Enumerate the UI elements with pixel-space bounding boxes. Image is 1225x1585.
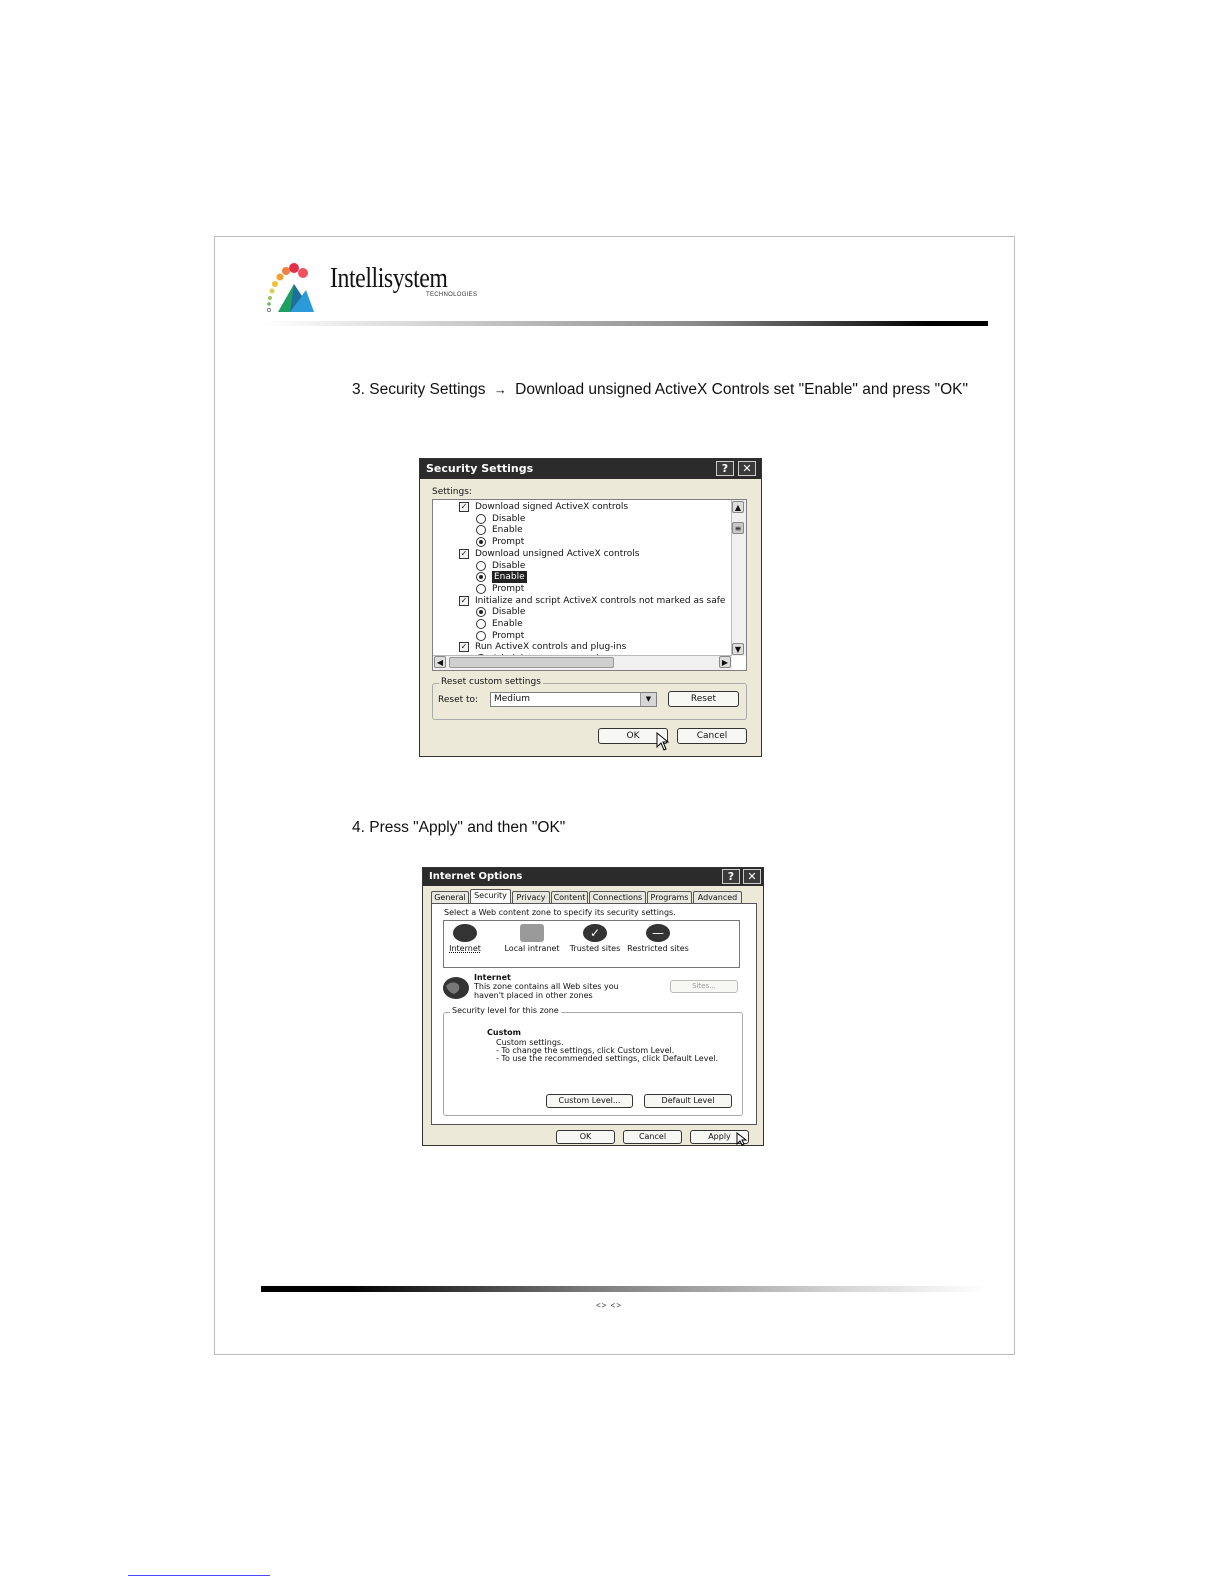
setting-option-label: Prompt: [492, 583, 525, 594]
security-settings-dialog: [419, 458, 762, 757]
setting-group-label: Download unsigned ActiveX controls: [475, 548, 640, 559]
setting-group[interactable]: [433, 595, 733, 607]
setting-group[interactable]: [433, 501, 733, 513]
reset-button[interactable]: Reset: [668, 691, 739, 707]
dialog-title: Security Settings: [426, 462, 534, 475]
zone-internet[interactable]: [433, 922, 497, 966]
setting-option[interactable]: [433, 630, 733, 642]
zone-title: Internet: [474, 973, 511, 982]
scroll-left-icon[interactable]: ◀: [434, 656, 446, 668]
reset-level-select[interactable]: [490, 692, 657, 707]
zone-local-intranet[interactable]: [500, 922, 564, 966]
internet-options-dialog: [422, 867, 764, 1146]
setting-group[interactable]: [433, 548, 733, 560]
dialog-title: Internet Options: [429, 871, 523, 882]
zone-label: Local intranet: [504, 944, 560, 953]
setting-option-label: Disable: [492, 560, 526, 571]
setting-option-label: Enable: [494, 572, 525, 583]
scroll-thumb[interactable]: ≡: [732, 522, 744, 534]
security-tab-panel: [431, 903, 757, 1125]
close-button[interactable]: ✕: [738, 461, 756, 476]
zone-restricted-sites[interactable]: [626, 922, 690, 966]
level-title: Custom: [487, 1028, 521, 1037]
settings-list[interactable]: [432, 499, 747, 671]
setting-option[interactable]: [433, 560, 733, 572]
setting-group-label: Run ActiveX controls and plug-ins: [475, 642, 627, 653]
help-button[interactable]: ?: [716, 461, 734, 476]
setting-option[interactable]: [433, 536, 733, 548]
ok-button[interactable]: OK: [556, 1130, 615, 1144]
zone-label: Restricted sites: [627, 944, 689, 953]
cancel-button[interactable]: Cancel: [623, 1130, 682, 1144]
brand-subtitle: TECHNOLOGIES: [426, 292, 478, 298]
setting-option-label: Enable: [492, 619, 523, 629]
tab-security[interactable]: Security: [470, 889, 511, 903]
default-level-button[interactable]: Default Level: [644, 1094, 732, 1108]
scroll-up-icon[interactable]: ▲: [732, 501, 744, 513]
setting-option[interactable]: [433, 524, 733, 536]
radio-button[interactable]: [476, 525, 486, 535]
intranet-icon: [520, 924, 544, 942]
setting-option[interactable]: [433, 513, 733, 525]
hscroll-thumb[interactable]: [449, 657, 614, 668]
setting-group-label: Initialize and script ActiveX controls not marked as safe: [475, 595, 726, 606]
setting-option-label: Prompt: [492, 537, 525, 548]
setting-group-icon: ✓: [460, 548, 468, 558]
ok-button[interactable]: OK: [598, 728, 668, 744]
check-icon: ✓: [583, 924, 607, 942]
tab-advanced[interactable]: Advanced: [693, 891, 742, 903]
radio-button[interactable]: [476, 572, 486, 582]
brand-name: Intellisystem: [330, 262, 448, 294]
tab-content[interactable]: Content: [551, 891, 588, 903]
setting-group-label: Download signed ActiveX controls: [475, 502, 629, 512]
zone-desc-1: This zone contains all Web sites you: [474, 982, 619, 991]
step-3-instruction: [352, 381, 968, 399]
reset-level-value: Medium: [494, 694, 530, 704]
setting-group-icon: ✓: [460, 642, 468, 652]
globe-icon: [453, 924, 477, 942]
radio-button[interactable]: [476, 561, 486, 571]
sites-button[interactable]: Sites...: [670, 980, 738, 993]
mouse-cursor-icon: [656, 732, 670, 752]
level-line-2: - To change the settings, click Custom Level.: [496, 1046, 675, 1055]
cancel-button[interactable]: Cancel: [677, 728, 747, 744]
zone-label: Trusted sites: [569, 944, 621, 953]
apply-button[interactable]: Apply: [690, 1130, 749, 1144]
close-button[interactable]: ✕: [743, 869, 761, 884]
setting-option-label: Disable: [492, 607, 526, 618]
globe-icon: [442, 976, 470, 1000]
step-3-text: Download unsigned ActiveX Controls set "Enable" and press "OK": [515, 381, 968, 398]
setting-option-label: Enable: [492, 525, 523, 536]
zone-desc-2: haven't placed in other zones: [474, 991, 593, 1000]
settings-label: Settings:: [432, 487, 472, 497]
setting-option[interactable]: [433, 583, 733, 595]
radio-button[interactable]: [476, 584, 486, 594]
vertical-scrollbar[interactable]: [731, 500, 746, 656]
no-entry-icon: —: [646, 924, 670, 942]
radio-button[interactable]: [476, 607, 486, 617]
tab-programs[interactable]: Programs: [647, 891, 692, 903]
arrow-icon: →: [493, 382, 507, 397]
zone-label: Internet: [449, 944, 481, 953]
level-line-1: Custom settings.: [496, 1038, 564, 1047]
radio-button[interactable]: [476, 514, 486, 524]
tab-general[interactable]: General: [431, 891, 469, 903]
zone-prompt: Select a Web content zone to specify its security settings.: [444, 908, 676, 917]
zone-trusted-sites[interactable]: [563, 922, 627, 966]
radio-button[interactable]: [476, 537, 486, 547]
mouse-cursor-icon: [736, 1132, 748, 1146]
setting-option-label: Prompt: [492, 630, 525, 641]
horizontal-scrollbar[interactable]: [433, 655, 732, 670]
page-marker: <> <>: [596, 1301, 622, 1310]
setting-group[interactable]: [433, 641, 733, 653]
setting-option-label: Disable: [492, 513, 526, 524]
chevron-down-icon[interactable]: ▼: [640, 693, 656, 706]
setting-group-icon: ✓: [460, 502, 468, 511]
dialog-titlebar: [420, 459, 761, 479]
help-button[interactable]: ?: [722, 869, 740, 884]
setting-option[interactable]: [433, 571, 733, 583]
header-rule: [263, 321, 988, 326]
tab-privacy[interactable]: Privacy: [512, 891, 550, 903]
scroll-down-icon[interactable]: ▼: [732, 643, 744, 655]
setting-group-icon: ✓: [460, 595, 468, 605]
page-frame: [214, 236, 1015, 1355]
setting-option[interactable]: [433, 618, 733, 630]
step-4-instruction: 4. Press "Apply" and then "OK": [352, 819, 566, 836]
step-3-prefix: 3. Security Settings: [352, 381, 486, 398]
reset-group-label: Reset custom settings: [441, 677, 541, 687]
setting-option[interactable]: [433, 606, 733, 618]
footer-rule: [261, 1286, 986, 1292]
scroll-right-icon[interactable]: ▶: [719, 656, 731, 668]
security-level-label: Security level for this zone: [452, 1006, 559, 1015]
radio-button[interactable]: [476, 619, 486, 629]
radio-button[interactable]: [476, 631, 486, 641]
level-line-3: - To use the recommended settings, click Default Level.: [496, 1054, 719, 1063]
dialog-titlebar: [423, 868, 763, 886]
link-underline: [128, 1575, 270, 1576]
tab-connections[interactable]: Connections: [589, 891, 646, 903]
custom-level-button[interactable]: Custom Level...: [546, 1094, 633, 1108]
reset-to-label: Reset to:: [438, 695, 479, 705]
